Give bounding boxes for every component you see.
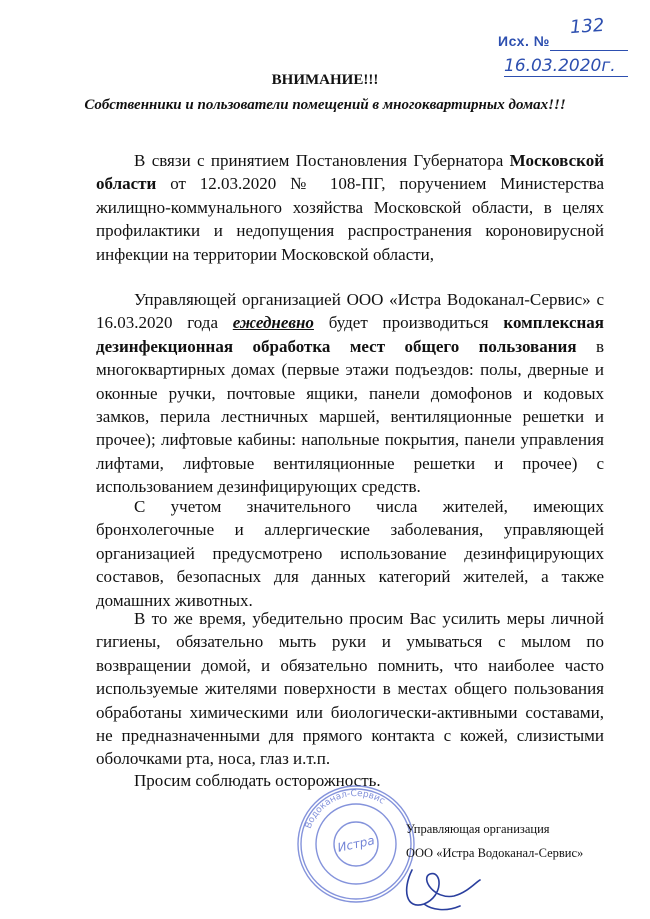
document-subtitle: Собственники и пользователи помещений в многоквартирных домах!!! <box>84 97 566 113</box>
paragraph-3: С учетом значительного числа жителей, имеющих бронхолегочные и аллергические заболевания, управляющей организацией предусмотрено использование дезинфицирующих составов, безопасных для данных категорий жителей, а также домашних животных. <box>96 497 604 610</box>
outgoing-number-value: 132 <box>569 14 606 39</box>
outgoing-number-stamp <box>498 16 638 78</box>
paragraph-2-text: в многоквартирных домах (первые этажи подъездов: полы, дверные и оконные ручки, почтовые ящики, панели домофонов и кодовых замков, перила лестничных маршей, вентиляционные решетки и прочее); лифтовые кабины: напольные покрытия, панели управления лифтами, лифтовые вентиляционные решетки и прочее) с использованием дезинфицирующих средств. <box>96 336 604 497</box>
handwritten-signature <box>384 860 484 916</box>
paragraph-1-bold: Московской области <box>96 151 604 194</box>
paragraph-2-bold: комплексная дезинфекционная обработка мест общего пользования <box>96 313 604 356</box>
paragraph-2 <box>96 288 604 499</box>
paragraph-2-text: будет производиться <box>313 313 504 333</box>
paragraph-1 <box>96 149 604 266</box>
document-title: ВНИМАНИЕ!!! <box>271 72 379 88</box>
seal-center-text: Истра <box>336 833 376 855</box>
seal-ring-text: Водоканал-Сервис <box>303 788 387 831</box>
signature-organization-label: Управляющая организация <box>406 822 550 836</box>
stamp-underline <box>550 50 628 51</box>
paragraph-1-text: от 12.03.2020 № 108-ПГ, поручением Министерства жилищно-коммунального хозяйства Московской области, в целях профилактики и недопущения распространения короновирусной инфекции на территории Московской области, <box>96 174 604 264</box>
svg-text:Водоканал-Сервис <box>304 789 387 830</box>
paragraph-1-text: В связи с принятием Постановления Губернатора <box>134 151 510 170</box>
outgoing-date-value: 16.03.2020г. <box>504 56 616 76</box>
outgoing-number-label: Исх. № <box>498 33 550 49</box>
paragraph-4: В то же время, убедительно просим Вас усилить меры личной гигиены, обязательно мыть руки и умываться с мылом по возвращении домой, и обязательно помнить, что наиболее часто используемые жителями поверхности в местах общего пользования обработаны химическими или биологически-активными составами, не предназначенными для прямого контакта с кожей, слизистыми оболочками рта, носа, глаз и.т.п. <box>96 609 604 769</box>
paragraph-5: Просим соблюдать осторожность. <box>134 771 381 790</box>
paragraph-2-emphasis: ежедневно <box>232 313 314 333</box>
signature-organization-name: ООО «Истра Водоканал-Сервис» <box>406 846 584 860</box>
paragraph-2-text: Управляющей организацией ООО «Истра Водоканал-Сервис» с 16.03.2020 года <box>96 290 604 333</box>
